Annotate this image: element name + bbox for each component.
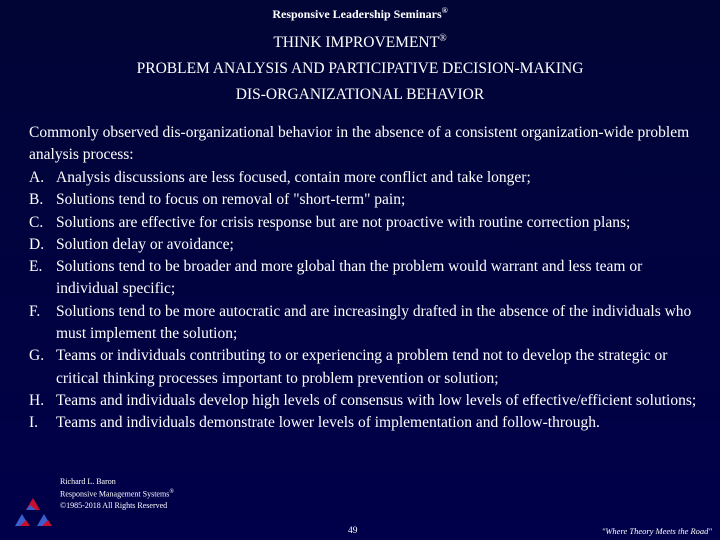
list-text: Teams or individuals contributing to or experiencing a problem tend not to develop the strategic or critical thinking processes important to problem prevention or solution;: [56, 347, 668, 387]
company-line: [60, 487, 174, 500]
list-item: [29, 301, 699, 346]
intro-paragraph: Commonly observed dis-organizational behavior in the absence of a consistent organization-wide problem analysis process:: [29, 124, 690, 163]
list-text: Teams and individuals demonstrate lower levels of implementation and follow-through.: [56, 414, 600, 432]
list-item: [29, 256, 699, 301]
list-letter: C.: [29, 213, 44, 231]
company-registered-mark: ®: [169, 489, 174, 495]
list-item: [29, 212, 699, 234]
seminar-name: Responsive Leadership Seminars: [272, 7, 442, 21]
title-line-3: DIS-ORGANIZATIONAL BEHAVIOR: [235, 86, 485, 104]
tagline: "Where Theory Meets the Road": [601, 526, 712, 536]
title-line-2: PROBLEM ANALYSIS AND PARTICIPATIVE DECISION-MAKING: [136, 60, 584, 78]
list-item: [29, 345, 699, 390]
list-letter: F.: [29, 302, 41, 320]
title-line-1: [0, 26, 720, 56]
list-letter: D.: [29, 235, 45, 253]
list-item: [29, 412, 699, 434]
list-text: Solution delay or avoidance;: [56, 235, 234, 253]
rms-triangles-logo-icon: [8, 496, 58, 536]
list-item: [29, 234, 699, 256]
slide-title: [0, 26, 720, 108]
copyright-line: ©1985-2018 All Rights Reserved: [60, 500, 168, 510]
registered-mark: ®: [441, 6, 448, 15]
list-letter: I.: [29, 414, 39, 432]
footer-credits: [60, 476, 174, 511]
list-item: [29, 167, 699, 189]
title-registered-mark: ®: [439, 33, 447, 44]
list-text: Solutions tend to be broader and more global than the problem would warrant and less team or individual specific;: [56, 258, 643, 298]
author-name: Richard L. Baron: [60, 477, 116, 486]
company-name: Responsive Management Systems: [60, 489, 170, 499]
list-item: [29, 189, 699, 211]
title-main: THINK IMPROVEMENT: [273, 34, 440, 52]
list-letter: H.: [29, 391, 45, 409]
list-text: Solutions tend to focus on removal of "short-term" pain;: [56, 191, 406, 209]
seminar-header: [0, 6, 720, 22]
list-text: Solutions are effective for crisis response but are not proactive with routine correction plans;: [56, 213, 631, 231]
behavior-list: [29, 167, 699, 435]
list-letter: A.: [29, 169, 45, 186]
list-text: Analysis discussions are less focused, contain more conflict and take longer;: [56, 169, 531, 186]
list-letter: G.: [29, 347, 45, 365]
list-letter: E.: [29, 258, 43, 276]
list-text: Solutions tend to be more autocratic and are increasingly drafted in the absence of the individuals who must implement the solution;: [56, 302, 692, 343]
list-item: [29, 390, 699, 412]
list-text: Teams and individuals develop high levels of consensus with low levels of effective/efficient solutions;: [56, 391, 697, 409]
list-letter: B.: [29, 191, 44, 209]
page-number: 49: [348, 526, 358, 536]
slide-footer: [0, 476, 720, 540]
